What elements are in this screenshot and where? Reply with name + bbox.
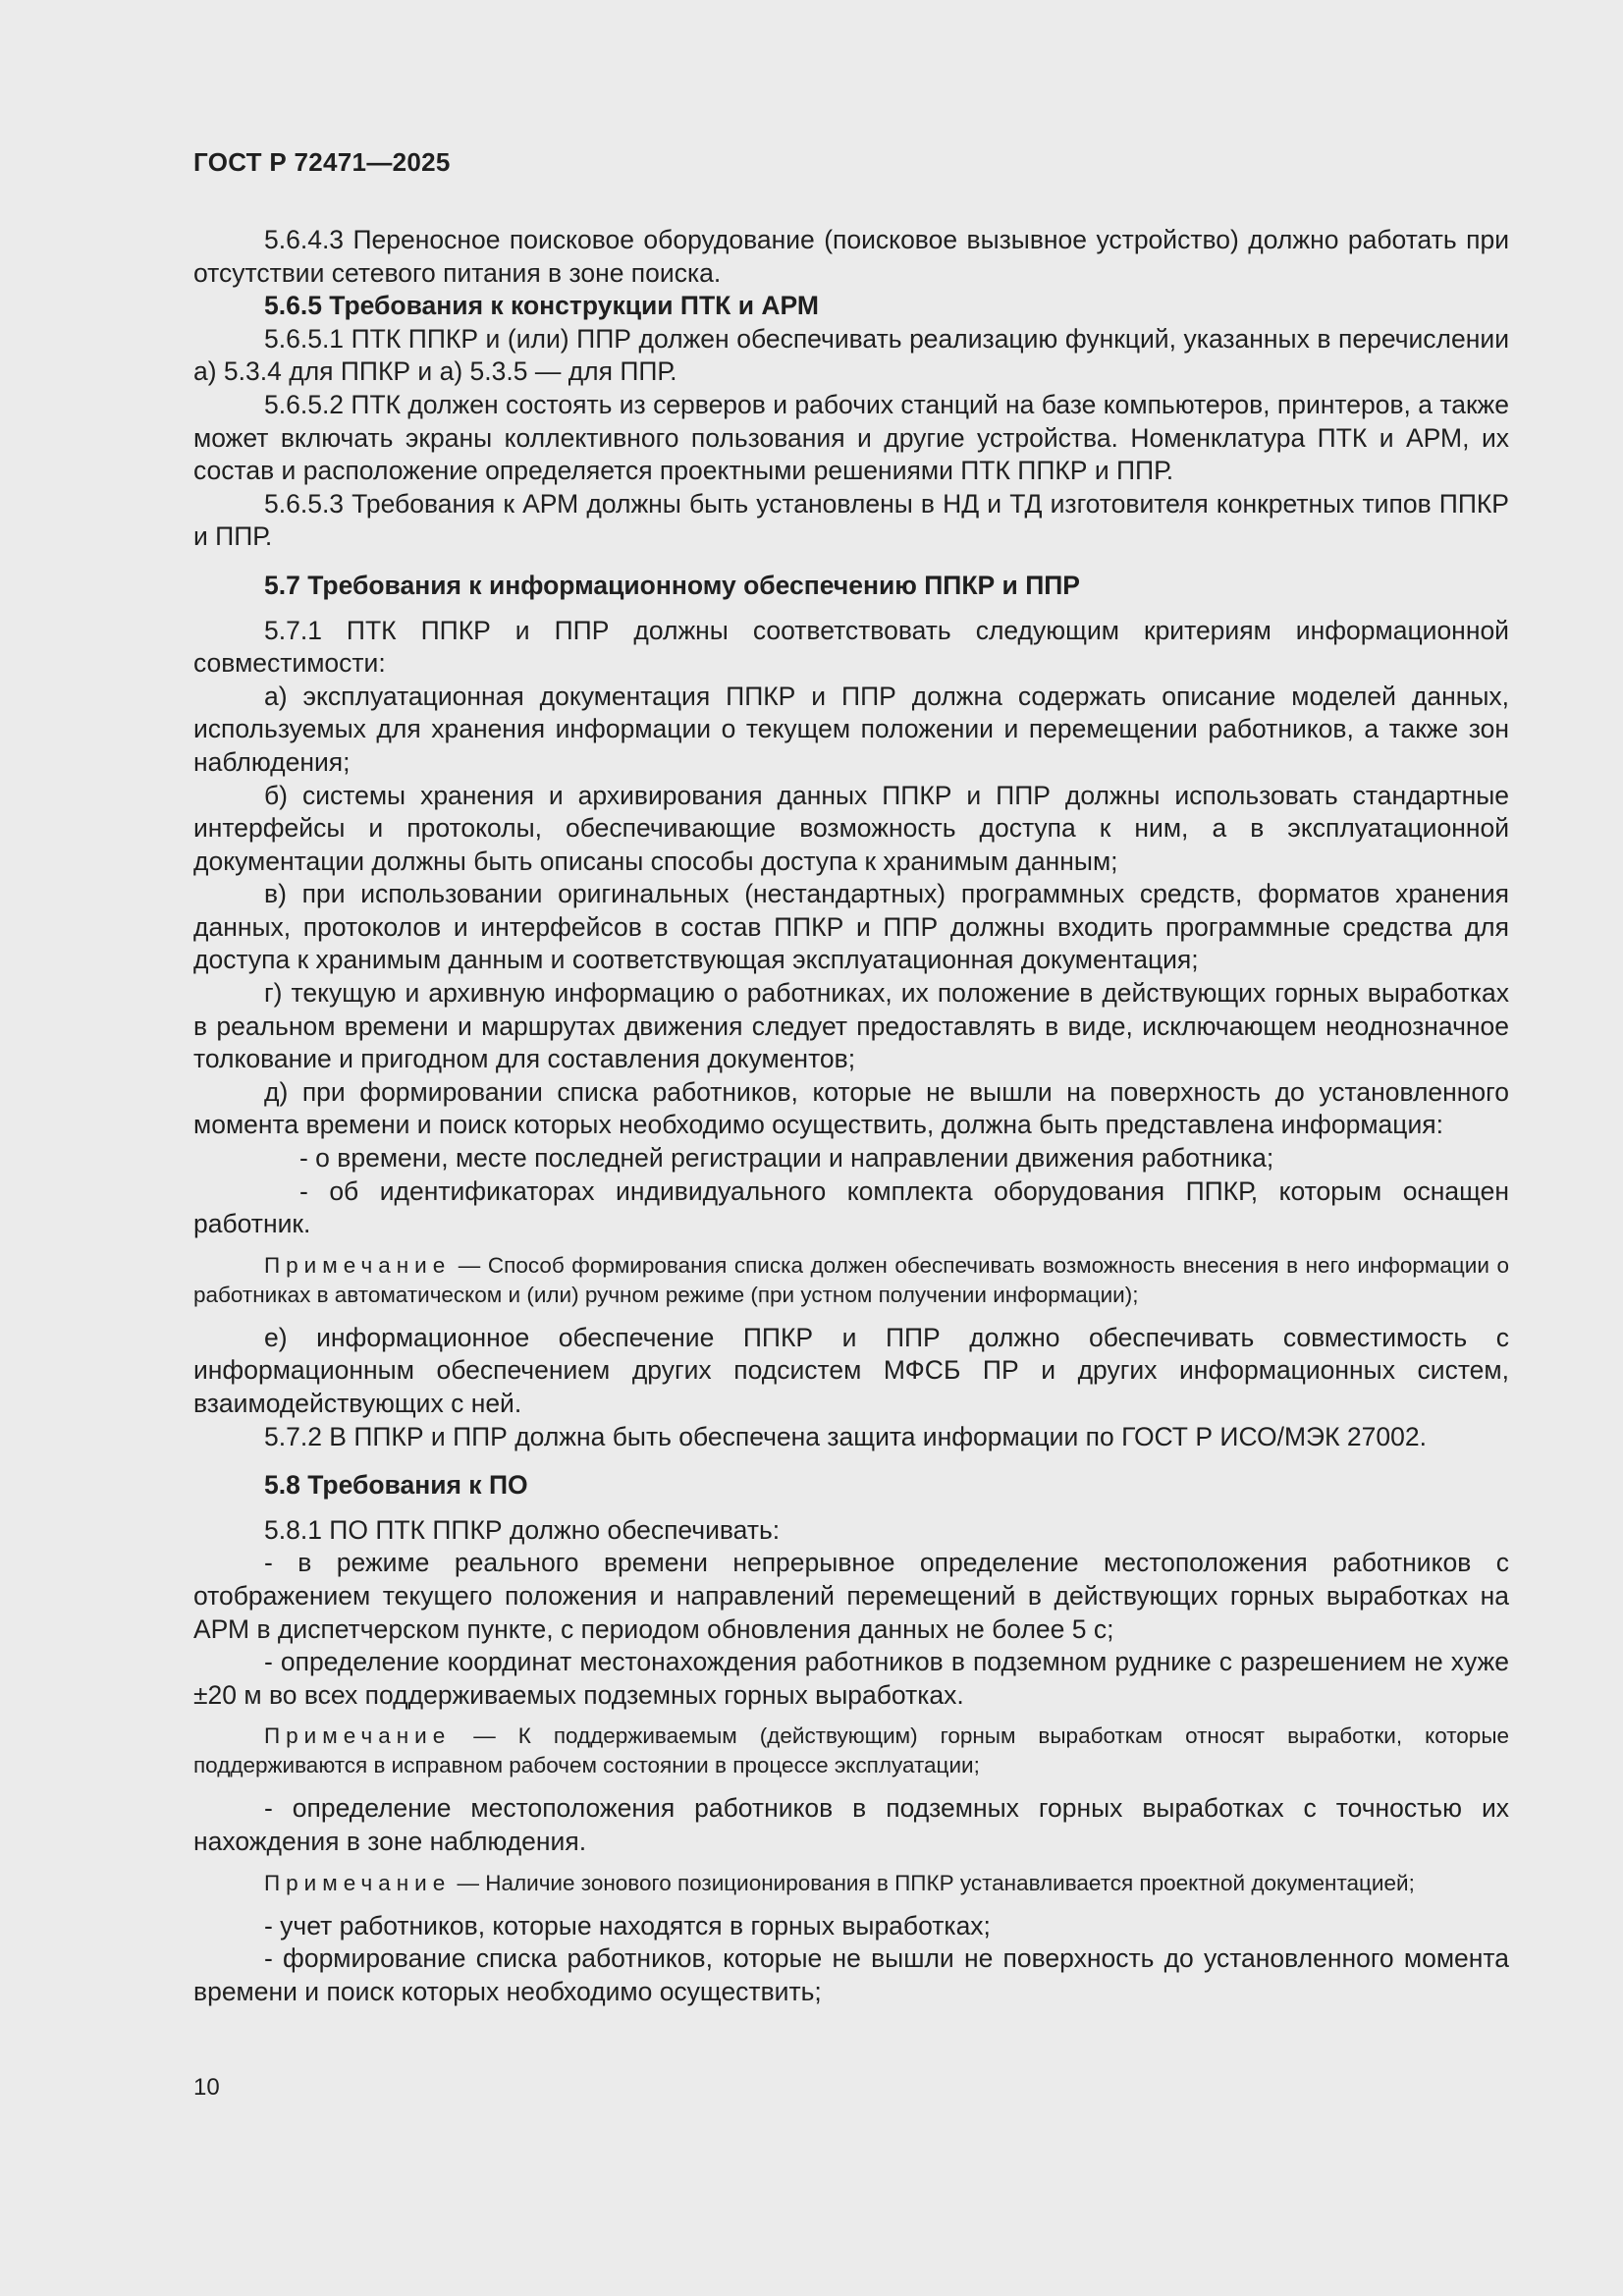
heading-5-7: 5.7 Требования к информационному обеспечению ППКР и ППР [264, 570, 1080, 600]
list-item-g: г) текущую и архивную информацию о работниках, их положение в действующих горных выработках в реальном времени и маршрутах движения следует предоставлять в виде, исключающем неоднозначное толкование и пригодном для составления документов; [193, 978, 1509, 1074]
document-header: ГОСТ Р 72471—2025 [193, 147, 451, 177]
paragraph-5-6-5-1: 5.6.5.1 ПТК ППКР и (или) ППР должен обеспечивать реализацию функций, указанных в перечислении а) 5.3.4 для ППКР и а) 5.3.5 — для ППР. [193, 323, 1509, 387]
paragraph-5-8-1: 5.8.1 ПО ПТК ППКР должно обеспечивать: [264, 1514, 781, 1545]
note-label: Примечание [264, 1723, 452, 1749]
note-label: Примечание [264, 1252, 452, 1278]
dash-item-581-5: - формирование списка работников, которые не вышли не поверхность до установленного момента времени и поиск которых необходимо осуществить; [193, 1943, 1509, 2006]
heading-5-6-5: 5.6.5 Требования к конструкции ПТК и АРМ [264, 291, 819, 321]
paragraph-5-6-5-3: 5.6.5.3 Требования к АРМ должны быть установлены в НД и ТД изготовителя конкретных типов ППКР и ППР. [193, 488, 1509, 552]
dash-item-581-2: - определение координат местонахождения работников в подземном руднике с разрешением не хуже ±20 м во всех поддерживаемых подземных горных выработках. [193, 1647, 1509, 1710]
list-item-v: в) при использовании оригинальных (нестандартных) программных средств, форматов хранения данных, протоколов и интерфейсов в состав ППКР и ППР должны входить программные средства для доступа к хранимым данным и соответствующая эксплуатационная документация; [193, 879, 1509, 975]
paragraph-5-6-4-3: 5.6.4.3 Переносное поисковое оборудование (поисковое вызывное устройство) должно работать при отсутствии сетевого питания в зоне поиска. [193, 225, 1509, 288]
note-label: Примечание [264, 1870, 452, 1895]
dash-item-581-4: - учет работников, которые находятся в горных выработках; [264, 1910, 991, 1941]
page-number: 10 [193, 2074, 220, 2101]
note-1 [193, 1251, 1509, 1310]
list-item-b: б) системы хранения и архивирования данных ППКР и ППР должны использовать стандартные интерфейсы и протоколы, обеспечивающие возможность доступа к ним, а в эксплуатационной документации должны быть описаны способы доступа к хранимым данным; [193, 780, 1509, 876]
heading-5-8: 5.8 Требования к ПО [264, 1470, 528, 1501]
note-text: — Способ формирования списка должен обеспечивать возможность внесения в него информации о работниках в автоматическом и (или) ручном режиме (при устном получении информации); [193, 1252, 1509, 1307]
paragraph-5-6-5-2: 5.6.5.2 ПТК должен состоять из серверов и рабочих станций на базе компьютеров, принтеров, а также может включать экраны коллективного пользования и другие устройства. Номенклатура ПТК и АРМ, их состав и расположение определяется проектными решениями ПТК ППКР и ППР. [193, 389, 1510, 486]
note-2 [193, 1722, 1509, 1780]
note-3 [193, 1869, 1509, 1898]
paragraph-5-7-1: 5.7.1 ПТК ППКР и ППР должны соответствовать следующим критериям информационной совместимости: [193, 615, 1509, 679]
list-item-e: е) информационное обеспечение ППКР и ППР должно обеспечивать совместимость с информационным обеспечением других подсистем МФСБ ПР и других информационных систем, взаимодействующих с ней. [193, 1322, 1509, 1418]
list-item-d: д) при формировании списка работников, которые не вышли на поверхность до установленного момента времени и поиск которых необходимо осуществить, должна быть представлена информация: [193, 1076, 1509, 1140]
dash-item-581-3: - определение местоположения работников в подземных горных выработках с точностью их нахождения в зоне наблюдения. [193, 1793, 1509, 1856]
note-text: — Наличие зонового позиционирования в ППКР устанавливается проектной документацией; [451, 1870, 1415, 1895]
dash-item-d2: - об идентификаторах индивидуального комплекта оборудования ППКР, которым оснащен работник. [193, 1175, 1509, 1239]
paragraph-5-7-2: 5.7.2 В ППКР и ППР должна быть обеспечена защита информации по ГОСТ Р ИСО/МЭК 27002. [264, 1421, 1427, 1451]
note-text: — К поддерживаемым (действующим) горным выработкам относят выработки, которые поддерживаются в исправном рабочем состоянии в процессе эксплуатации; [193, 1723, 1509, 1778]
dash-item-581-1: - в режиме реального времени непрерывное определение местоположения работников с отображением текущего положения и направлений перемещений в действующих горных выработках на АРМ в диспетчерском пункте, с периодом обновления данных не более 5 с; [193, 1548, 1509, 1644]
dash-item-d1: - о времени, месте последней регистрации и направлении движения работника; [299, 1143, 1274, 1174]
document-body [193, 224, 1509, 2008]
list-item-a: а) эксплуатационная документация ППКР и ППР должна содержать описание моделей данных, используемых для хранения информации о текущем положении и перемещении работников, а также зон наблюдения; [193, 681, 1509, 777]
